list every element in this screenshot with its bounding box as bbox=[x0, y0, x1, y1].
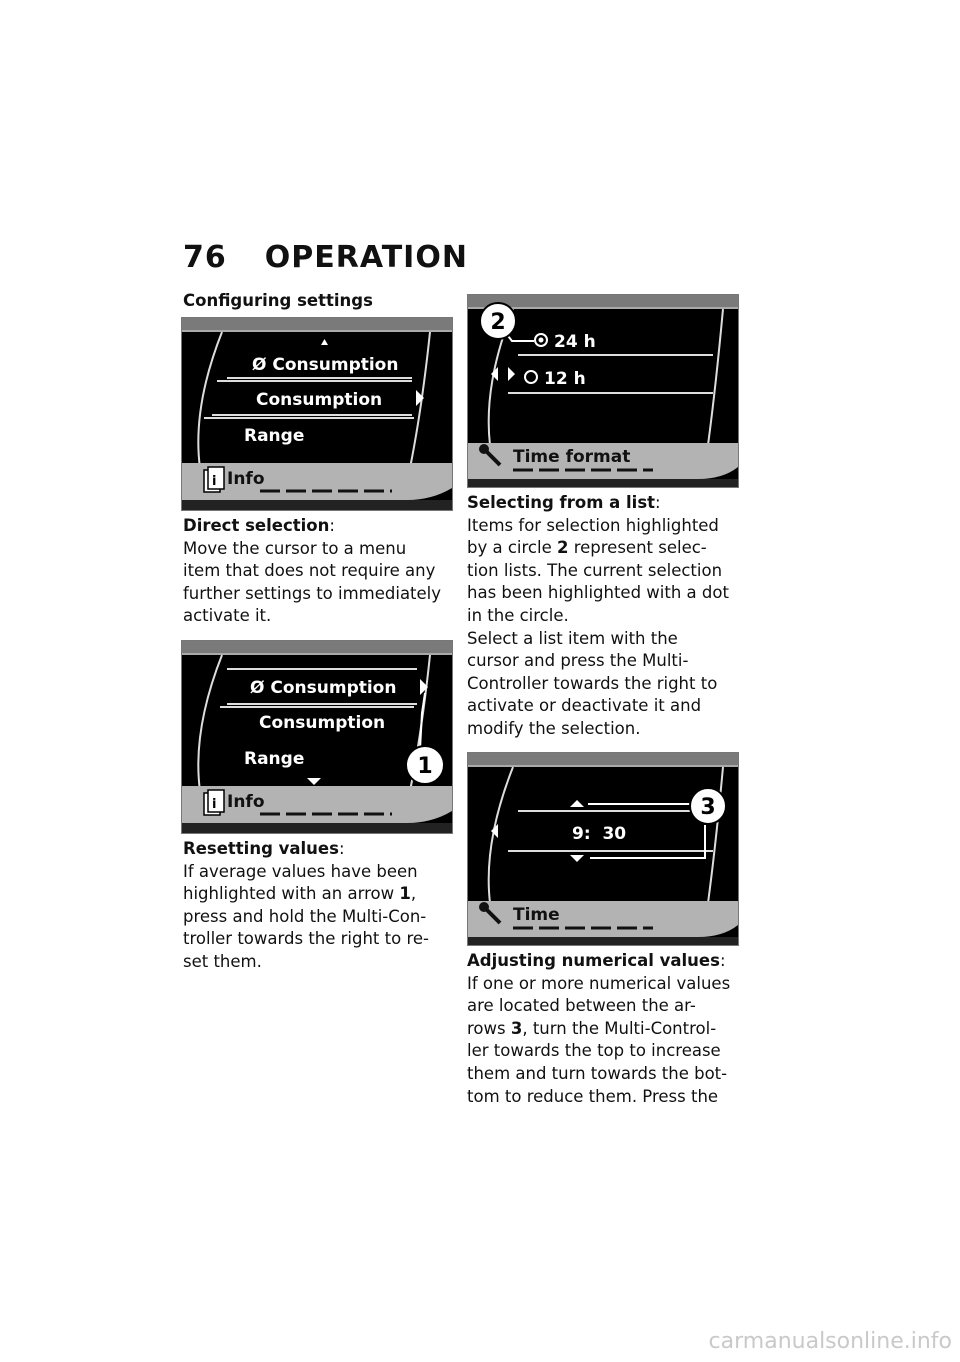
text-line: item that does not require any bbox=[183, 561, 436, 581]
numerical-values-text: Adjusting numerical values: If one or more numerical values are located between the ar- rows 3, turn the Multi-Control- ler towards the top to increase them and turn towards the bot- tom to reduce them. Press the bbox=[467, 950, 757, 1108]
bottom-label-info: Info bbox=[227, 792, 265, 812]
text-line: tom to reduce them. Press the bbox=[467, 1086, 719, 1106]
display-screen-direct-selection bbox=[181, 317, 453, 511]
text-line: If average values have been bbox=[183, 861, 418, 881]
text-line: tion lists. The current selection bbox=[467, 560, 723, 580]
watermark-site: carmanualsonline.info bbox=[708, 1329, 952, 1354]
text-line: Move the cursor to a menu bbox=[183, 538, 407, 558]
text-line: ler towards the top to increase bbox=[467, 1041, 721, 1061]
option-24h: 24 h bbox=[554, 332, 596, 352]
text-line: set them. bbox=[183, 951, 262, 971]
text-line: are located between the ar- bbox=[467, 996, 696, 1016]
display-screen-resetting-values bbox=[181, 640, 453, 834]
option-12h: 12 h bbox=[544, 369, 586, 389]
up-arrow-icon bbox=[321, 339, 328, 345]
right-arrow-icon bbox=[508, 367, 515, 381]
selecting-from-list-text: Selecting from a list: Items for selection highlighted by a circle 2 represent selec- tion lists. The current selection has been highlighted with a dot in the circle. Select a list item with the cursor and press the Multi- Controller towards the right to activate or deactivate it and modify the selection. bbox=[467, 492, 757, 741]
text-line: them and turn towards the bot- bbox=[467, 1063, 728, 1083]
text-line: Items for selection highlighted bbox=[467, 515, 719, 535]
text-line: further settings to immediately bbox=[183, 583, 442, 603]
text-line: modify the selection. bbox=[467, 718, 641, 738]
down-arrow-icon bbox=[307, 778, 321, 785]
direct-selection-text: Direct selection: Move the cursor to a menu item that does not require any further settings to immediately activate it. bbox=[183, 515, 453, 628]
resetting-values-text: Resetting values: If average values have been highlighted with an arrow 1, press and hold the Multi-Con- troller towards the right to re- set them. bbox=[183, 838, 453, 974]
callout-ref: 2 bbox=[556, 538, 569, 558]
svg-text:2: 2 bbox=[490, 310, 506, 335]
selecting-from-list-heading: Selecting from a list bbox=[467, 493, 656, 512]
direct-selection-heading: Direct selection bbox=[183, 516, 330, 535]
section-title: Configuring settings bbox=[183, 291, 373, 310]
menu-item-range: Range bbox=[244, 426, 305, 446]
text-line: has been highlighted with a dot bbox=[467, 583, 729, 603]
bottom-label-time-format: Time format bbox=[513, 447, 631, 467]
svg-text:3: 3 bbox=[700, 795, 716, 820]
menu-item-consumption: Consumption bbox=[259, 713, 386, 733]
display-screen-selecting-from-list bbox=[467, 294, 739, 488]
down-arrow-icon bbox=[570, 855, 584, 862]
up-arrow-icon bbox=[570, 800, 584, 807]
svg-text:1: 1 bbox=[417, 754, 433, 779]
text-line: in the circle. bbox=[467, 605, 569, 625]
chapter-title: OPERATION bbox=[264, 240, 468, 275]
text-line: troller towards the right to re- bbox=[183, 929, 429, 949]
menu-item-avg-consumption: Ø Consumption bbox=[252, 355, 399, 375]
resetting-values-heading: Resetting values bbox=[183, 839, 339, 858]
radio-empty-icon bbox=[525, 371, 537, 383]
text-line: activate or deactivate it and bbox=[467, 696, 702, 716]
bottom-label-info: Info bbox=[227, 469, 265, 489]
callout-ref: 1 bbox=[399, 884, 411, 904]
svg-text:i: i bbox=[212, 797, 217, 812]
page-number: 76 bbox=[183, 240, 227, 275]
numerical-values-heading: Adjusting numerical values bbox=[467, 951, 720, 970]
text-line: activate it. bbox=[183, 606, 272, 626]
callout-ref: 3 bbox=[510, 1018, 523, 1038]
menu-item-avg-consumption: Ø Consumption bbox=[250, 678, 397, 698]
bottom-label-time: Time bbox=[513, 905, 560, 925]
text-line: If one or more numerical values bbox=[467, 973, 731, 993]
text-line: Controller towards the right to bbox=[467, 673, 718, 693]
svg-text:i: i bbox=[212, 474, 217, 489]
text-line: cursor and press the Multi- bbox=[467, 651, 689, 671]
time-value: 9: 30 bbox=[572, 824, 627, 844]
text-line: Select a list item with the bbox=[467, 628, 678, 648]
display-screen-numerical-values bbox=[467, 752, 739, 946]
menu-item-range: Range bbox=[244, 749, 305, 769]
page-header bbox=[183, 240, 468, 275]
text-line: press and hold the Multi-Con- bbox=[183, 906, 427, 926]
menu-item-consumption: Consumption bbox=[256, 390, 383, 410]
